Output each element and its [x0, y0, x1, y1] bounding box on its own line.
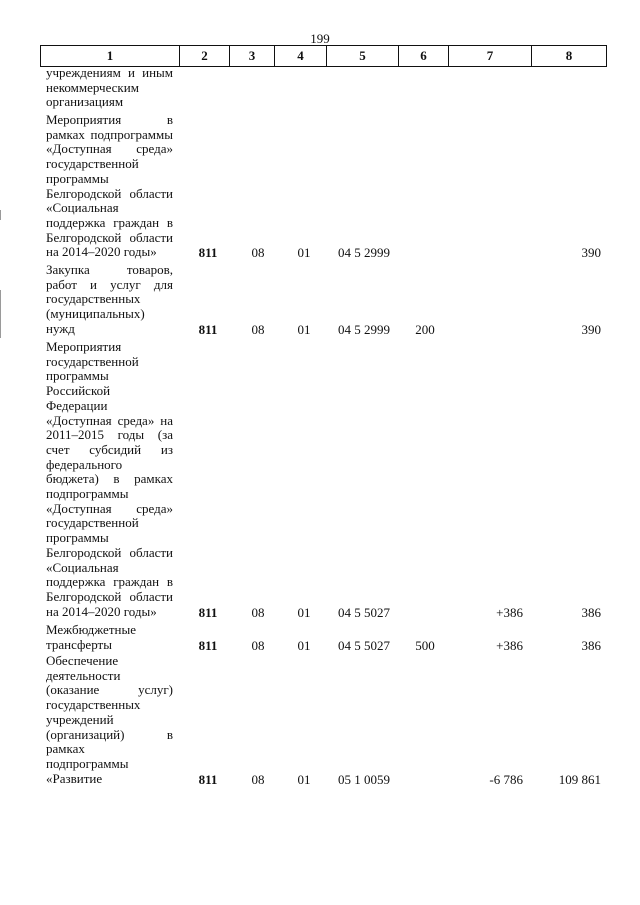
cell-amount: 390: [581, 245, 601, 261]
description-line: Мероприятия в: [46, 112, 173, 127]
header-col-5: 5: [327, 46, 399, 66]
cell-code: 811: [198, 321, 218, 337]
cell-change: -6 786: [489, 771, 523, 787]
header-col-2: 2: [180, 46, 230, 66]
cell-subsection: 01: [297, 771, 311, 787]
header-col-4: 4: [275, 46, 327, 66]
description-line: рамках подпрограммы: [46, 126, 173, 142]
cell-change: +386: [496, 637, 523, 653]
cell-change: +386: [496, 604, 523, 620]
cell-section: 08: [251, 245, 265, 261]
description-line: Закупка товаров,: [46, 262, 173, 277]
scan-mark: [0, 210, 1, 220]
row-description: [46, 623, 173, 652]
cell-code: 811: [198, 604, 218, 620]
description-line: Белгородской области: [46, 544, 173, 560]
description-line: подпрограммы: [46, 486, 129, 502]
description-line: на 2014–2020 годы»: [46, 244, 157, 260]
description-line: поддержка граждан в: [46, 574, 173, 590]
cell-subsection: 01: [297, 245, 311, 261]
cell-target: 04 5 2999: [338, 245, 390, 261]
description-line: программы: [46, 530, 109, 546]
description-line: рамках: [46, 741, 85, 757]
cell-subsection: 01: [297, 637, 311, 653]
cell-code: 811: [198, 637, 218, 653]
cell-expense-type: 500: [415, 637, 435, 653]
description-line: (организаций) в: [46, 726, 173, 742]
description-line: подпрограммы: [46, 755, 129, 771]
cell-amount: 386: [581, 604, 601, 620]
row-description: [46, 654, 173, 786]
description-line: работ и услуг для: [46, 276, 173, 292]
header-col-3: 3: [230, 46, 275, 66]
description-line: программы: [46, 170, 109, 186]
description-line: на 2014–2020 годы»: [46, 603, 157, 619]
cell-section: 08: [251, 321, 265, 337]
description-line: нужд: [46, 320, 75, 336]
description-line: Федерации: [46, 397, 108, 413]
description-line: Белгородской области: [46, 185, 173, 201]
description-line: «Развитие: [46, 770, 103, 786]
description-line: (оказание услуг): [46, 682, 173, 698]
cell-section: 08: [251, 771, 265, 787]
cell-expense-type: 200: [415, 321, 435, 337]
cell-target: 04 5 2999: [338, 321, 390, 337]
description-line: учреждениям и иным: [46, 65, 173, 80]
description-line: организациям: [46, 94, 124, 110]
description-line: бюджета) в рамках: [46, 471, 173, 487]
description-line: Белгородской области: [46, 229, 173, 245]
description-line: деятельности: [46, 667, 121, 683]
header-col-6: 6: [399, 46, 449, 66]
description-line: Межбюджетные: [46, 622, 136, 637]
cell-target: 04 5 5027: [338, 604, 390, 620]
row-description: [46, 66, 173, 110]
cell-amount: 109 861: [558, 771, 601, 787]
description-line: государственной: [46, 156, 139, 172]
row-description: [46, 113, 173, 260]
description-line: Российской: [46, 383, 111, 399]
description-line: программы: [46, 368, 109, 384]
page-number: 199: [310, 31, 330, 46]
description-line: «Доступная среда» на: [46, 412, 173, 428]
header-col-8: 8: [565, 48, 573, 63]
description-line: федерального: [46, 456, 123, 472]
cell-amount: 386: [581, 637, 601, 653]
description-line: счет субсидий из: [46, 441, 173, 457]
row-description: [46, 340, 173, 619]
cell-code: 811: [198, 771, 218, 787]
header-col-1: 1: [41, 46, 180, 66]
description-line: некоммерческим: [46, 79, 139, 95]
description-line: (муниципальных): [46, 306, 145, 322]
description-line: 2011–2015 годы (за: [46, 427, 173, 443]
description-line: «Социальная: [46, 559, 119, 575]
description-line: Белгородской области: [46, 588, 173, 604]
description-line: «Доступная среда»: [46, 500, 173, 516]
description-line: Мероприятия: [46, 339, 122, 354]
description-line: поддержка граждан в: [46, 214, 173, 230]
description-line: трансферты: [46, 636, 112, 652]
cell-target: 04 5 5027: [338, 637, 390, 653]
cell-code: 811: [198, 245, 218, 261]
description-line: Обеспечение: [46, 653, 119, 668]
cell-target: 05 1 0059: [338, 771, 390, 787]
table-header-row: [40, 45, 607, 67]
description-line: «Доступная среда»: [46, 141, 173, 157]
description-line: государственной: [46, 515, 139, 531]
description-line: государственных: [46, 697, 141, 713]
cell-section: 08: [251, 604, 265, 620]
description-line: государственной: [46, 353, 139, 369]
description-line: государственных: [46, 291, 141, 307]
description-line: учреждений: [46, 711, 114, 727]
cell-section: 08: [251, 637, 265, 653]
cell-amount: 390: [581, 321, 601, 337]
cell-subsection: 01: [297, 321, 311, 337]
cell-subsection: 01: [297, 604, 311, 620]
row-description: [46, 263, 173, 337]
description-line: «Социальная: [46, 200, 119, 216]
scan-mark: [0, 290, 1, 338]
header-col-7: 7: [449, 46, 532, 66]
